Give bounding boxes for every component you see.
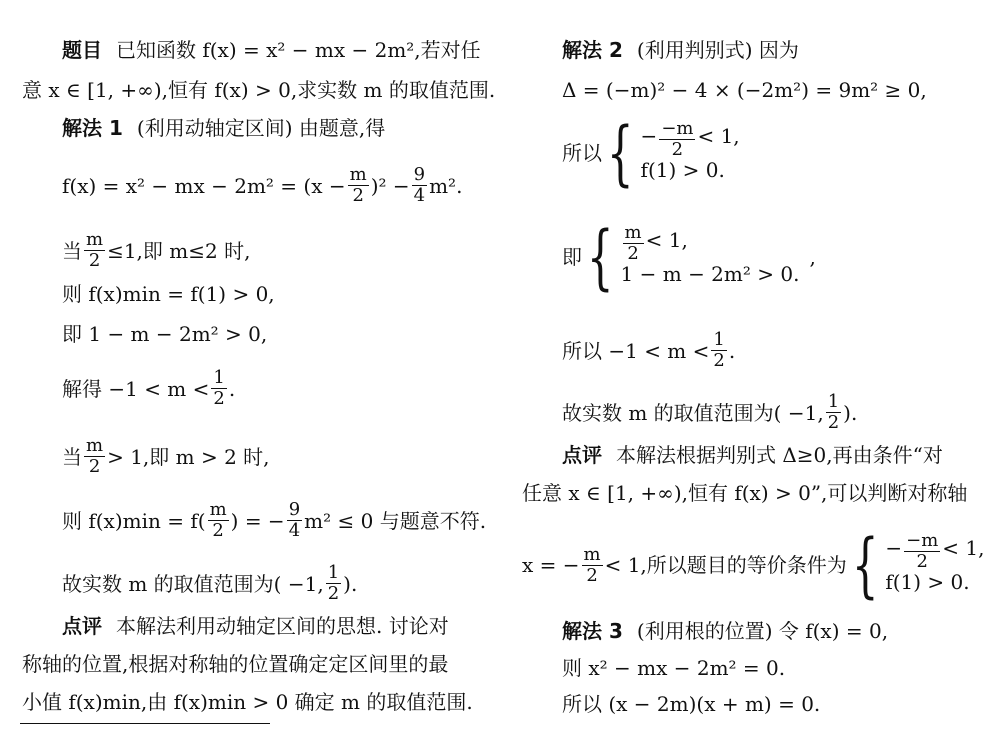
fraction	[84, 230, 105, 271]
case1-min	[62, 282, 275, 306]
text-part: < 1,	[645, 228, 688, 252]
frac-num: m	[349, 164, 367, 185]
comment2-line-2	[522, 481, 967, 505]
frac-num: −m	[661, 118, 694, 139]
fraction	[287, 500, 302, 541]
comment1-text-1: 本解法利用动轴定区间的思想. 讨论对	[116, 614, 449, 638]
brace-icon: {	[851, 524, 879, 606]
frac-den: 2	[212, 520, 224, 541]
frac-num: m	[624, 222, 642, 243]
method1-label: 解法 1	[62, 116, 123, 140]
fraction	[348, 165, 369, 206]
comment2-label: 点评	[562, 443, 602, 467]
method3-label: 解法 3	[562, 619, 623, 643]
text-part: ) = −	[230, 508, 285, 533]
frac-num: m	[583, 543, 601, 565]
system-line	[641, 153, 740, 187]
frac-den: 2	[213, 388, 225, 409]
formula-part: m².	[429, 173, 463, 198]
discriminant-text: Δ = (−m)² − 4 × (−2m²) = 9m² ≥ 0,	[562, 78, 927, 102]
text-part: 则 x² − mx − 2m² = 0.	[562, 656, 786, 680]
text-part: 即 1 − m − 2m² > 0,	[62, 322, 268, 346]
text-part: 则 f(x)min = f(	[62, 508, 206, 533]
text-part: 解得 −1 < m <	[62, 376, 210, 401]
discriminant-line	[562, 78, 927, 102]
comment1-text-3: 小值 f(x)min,由 f(x)min > 0 确定 m 的取值范围.	[22, 690, 473, 714]
footnote-rule	[20, 723, 270, 724]
system-line	[885, 530, 985, 572]
text-part: 当	[62, 238, 82, 263]
frac-den: 2	[352, 185, 364, 206]
formula-part: f(x) = x² − mx − 2m² = (x −	[62, 173, 346, 198]
method2-system-2	[562, 216, 816, 298]
fraction	[904, 530, 940, 572]
formula-part: )² −	[370, 173, 410, 198]
fraction	[623, 222, 644, 264]
text-part: −	[640, 124, 658, 148]
system-line	[640, 118, 740, 160]
comment1-text-2: 称轴的位置,根据对称轴的位置确定定区间里的最	[22, 652, 449, 676]
method1-answer	[62, 563, 357, 604]
comment1-line-1	[62, 614, 449, 638]
frac-num: 1	[327, 562, 340, 583]
text-part: < 1,	[942, 536, 985, 560]
brace-icon: {	[586, 216, 614, 298]
fraction	[826, 392, 841, 433]
method3-factored	[562, 692, 820, 716]
text-part: .	[728, 338, 736, 363]
equation-system	[582, 216, 800, 298]
case2-min	[62, 500, 486, 541]
method1-intro: (利用动轴定区间) 由题意,得	[136, 116, 386, 140]
method2-result	[562, 330, 735, 371]
frac-den: 2	[627, 243, 639, 264]
frac-den: 2	[88, 250, 101, 271]
text-part: 故实数 m 的取值范围为( −1,	[62, 571, 324, 596]
method2-answer	[562, 392, 857, 433]
system-lines	[885, 531, 984, 599]
method1-formula	[62, 165, 462, 206]
frac-den: 4	[413, 185, 426, 206]
method3-heading	[562, 619, 888, 643]
case1-result	[62, 368, 235, 409]
case1-ineq	[62, 322, 267, 346]
text-part: f(1) > 0.	[885, 570, 970, 594]
text-part: ,	[809, 245, 816, 269]
method1-heading	[62, 116, 385, 140]
fraction	[326, 563, 341, 604]
system-line	[621, 222, 800, 264]
frac-num: 9	[413, 164, 426, 185]
text-part: f(1) > 0.	[640, 158, 725, 182]
comment1-line-2	[22, 652, 448, 676]
system-line	[885, 565, 984, 599]
comment1-label: 点评	[62, 614, 102, 638]
text-part: 所以 (x − 2m)(x + m) = 0.	[562, 692, 821, 716]
frac-num: 1	[713, 329, 725, 350]
method3-intro: (利用根的位置) 令 f(x) = 0,	[636, 619, 889, 643]
text-part: m² ≤ 0 与题意不符.	[304, 508, 487, 533]
method2-heading	[562, 38, 799, 62]
fraction	[582, 545, 603, 586]
frac-den: 2	[671, 139, 684, 160]
problem-line-1	[62, 38, 481, 62]
fraction	[711, 330, 726, 371]
method2-label: 解法 2	[562, 38, 623, 62]
frac-num: 1	[827, 391, 840, 412]
frac-num: m	[86, 435, 104, 456]
frac-den: 2	[916, 551, 928, 572]
frac-num: m	[86, 229, 104, 250]
case2-condition	[62, 436, 270, 477]
problem-text-2: 意 x ∈ [1, +∞),恒有 f(x) > 0,求实数 m 的取值范围.	[22, 78, 496, 102]
frac-den: 2	[827, 412, 840, 433]
text-part: ).	[843, 400, 858, 425]
comment2-text-1: 本解法根据判别式 Δ≥0,再由条件“对	[616, 443, 943, 467]
case1-condition	[62, 230, 250, 271]
frac-den: 4	[288, 520, 301, 541]
text-part: < 1,所以题目的等价条件为	[604, 553, 847, 577]
comment2-line-3	[522, 524, 985, 606]
text-part: 1 − m − 2m² > 0.	[620, 262, 800, 286]
method2-intro: (利用判别式) 因为	[636, 38, 799, 62]
comment1-line-3	[22, 690, 473, 714]
text-part: −	[885, 536, 903, 560]
system-lines	[621, 223, 800, 291]
text-part: x = −	[522, 553, 580, 577]
method3-equation	[562, 656, 785, 680]
equation-system	[847, 524, 985, 606]
comment2-text-2: 任意 x ∈ [1, +∞),恒有 f(x) > 0”,可以判断对称轴	[522, 481, 968, 505]
brace-icon: {	[606, 112, 634, 194]
text-part: 当	[62, 444, 82, 469]
frac-num: 9	[288, 499, 301, 520]
text-part: > 1,即 m > 2 时,	[107, 444, 270, 469]
problem-line-2	[22, 78, 495, 102]
text-part: 所以	[562, 141, 602, 165]
system-lines	[641, 119, 740, 187]
text-part: 故实数 m 的取值范围为( −1,	[562, 400, 824, 425]
fraction	[659, 118, 695, 160]
problem-label: 题目	[62, 38, 102, 62]
fraction	[84, 436, 105, 477]
comment2-line-1	[562, 443, 943, 467]
frac-den: 2	[327, 583, 340, 604]
frac-den: 2	[586, 564, 598, 586]
method2-system-1	[562, 112, 740, 194]
fraction	[412, 165, 427, 206]
text-part: 所以 −1 < m <	[562, 338, 710, 363]
text-part: .	[228, 376, 236, 401]
frac-num: 1	[213, 367, 225, 388]
text-part: ).	[343, 571, 358, 596]
fraction	[211, 368, 226, 409]
text-part: 即	[562, 245, 582, 269]
frac-den: 2	[713, 350, 725, 371]
text-part: < 1,	[697, 124, 740, 148]
text-part: 则 f(x)min = f(1) > 0,	[62, 282, 275, 306]
frac-num: −m	[906, 530, 939, 551]
frac-den: 2	[88, 456, 101, 477]
frac-num: m	[209, 499, 227, 520]
equation-system	[602, 112, 740, 194]
text-part: ≤1,即 m≤2 时,	[107, 238, 251, 263]
fraction	[208, 500, 229, 541]
problem-text-1: 已知函数 f(x) = x² − mx − 2m²,若对任	[116, 38, 481, 62]
system-line	[621, 257, 800, 291]
